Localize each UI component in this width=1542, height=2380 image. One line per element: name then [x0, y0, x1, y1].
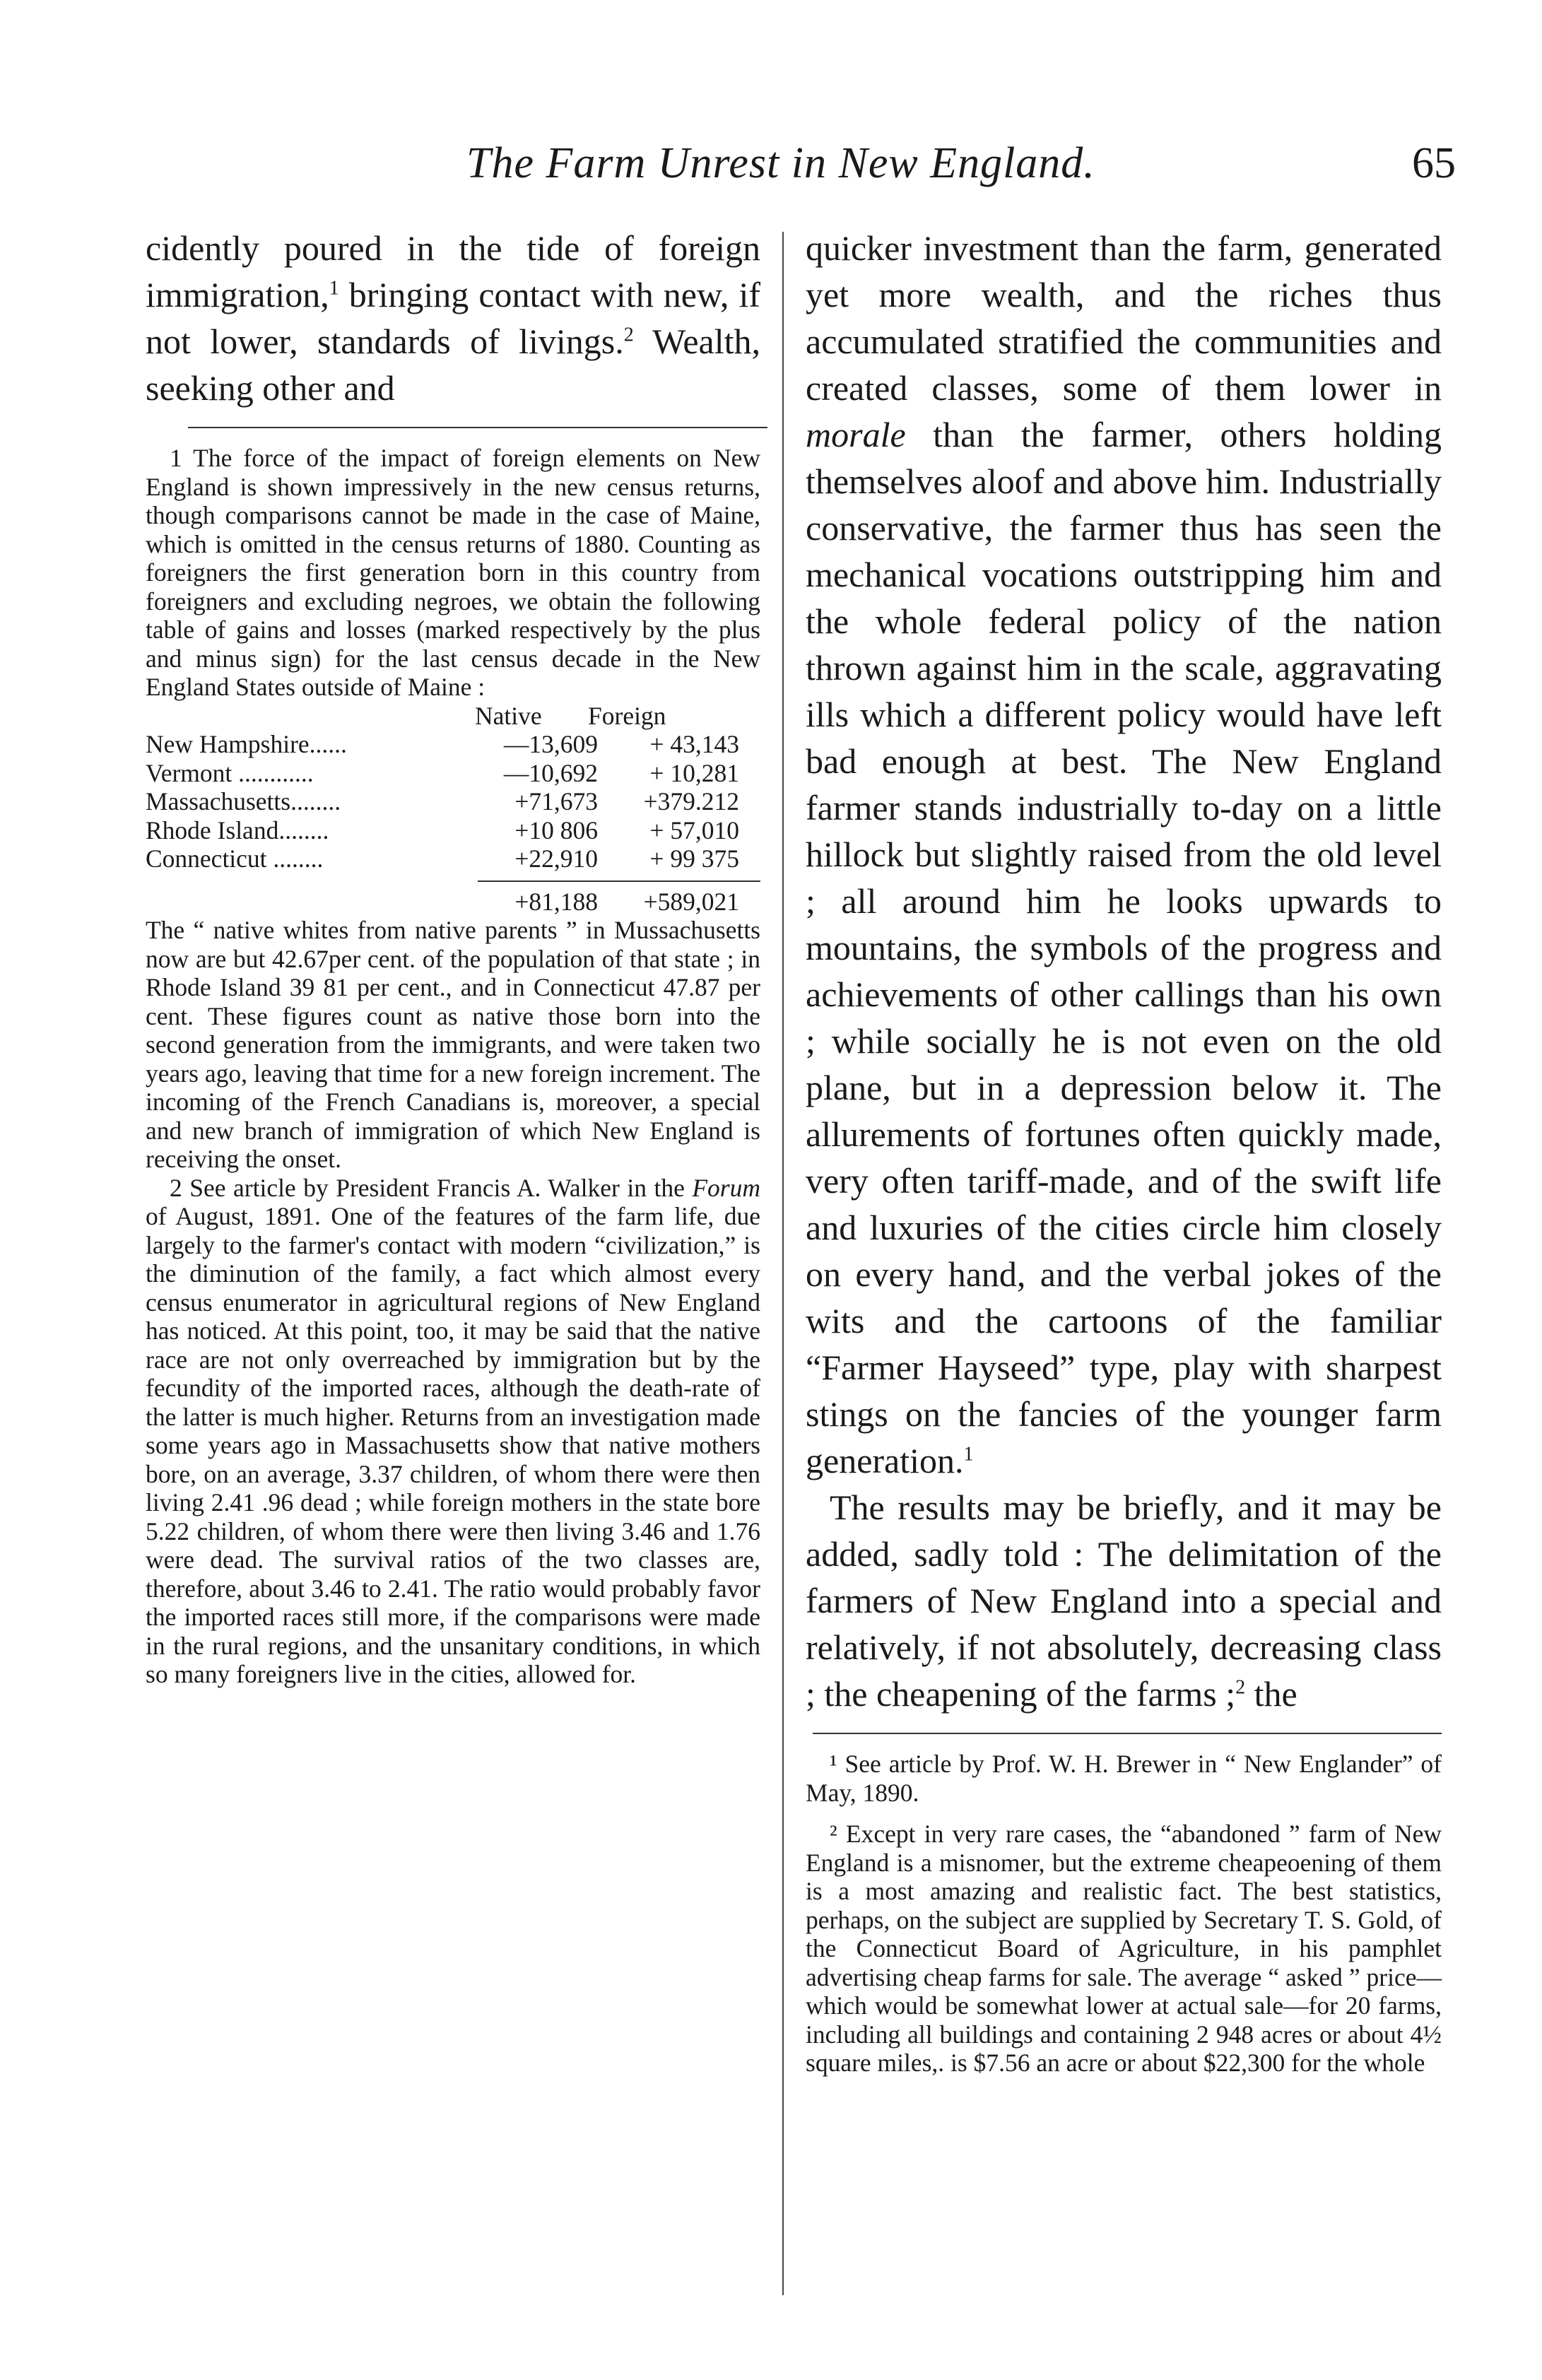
row-state: Massachusetts........: [146, 787, 341, 815]
body-text-segment: than the farmer, others holding themselves aloof and above him. Industrially conservative, the farmer thus has seen the mechanical vocations outstripping him and the whole federal policy of the nation thrown against him in the scale, aggravating ills which a different policy would have left bad enough at best. The New England farmer stands industrially to-day on a little hillock but slightly raised from the old level ; all around him he looks upwards to mountains, the symbols of the progress and achievements of other callings than his own ; while socially he is not even on the old plane, but in a depression below it. The allurements of fortunes often quickly made, very often tariff-made, and of the swift life and luxuries of the cities circle him closely on every hand, and the verbal jokes of the wits and the cartoons of the familiar “Farmer Hayseed” type, play with sharpest stings on the fancies of the younger farm generation.: [806, 415, 1442, 1480]
footnote-2-text: 2 See article by President Francis A. Walker in the: [170, 1173, 693, 1202]
total-foreign: +589,021: [643, 887, 739, 916]
row-native: +22,910: [514, 844, 598, 873]
total-spacer: [146, 888, 478, 917]
table-total-rule: [478, 880, 760, 882]
page-number: 65: [1412, 139, 1456, 187]
left-body-text: [146, 225, 760, 411]
footnote-ref: 2: [1235, 1676, 1246, 1699]
body-text-segment: the: [1245, 1674, 1297, 1714]
footnote-divider: [813, 1733, 1442, 1734]
census-table-header: [146, 702, 760, 731]
running-title: The Farm Unrest in New England.: [466, 139, 1095, 187]
table-row: [146, 844, 760, 873]
row-native: —13,609: [503, 730, 598, 758]
footnote-ref: 1: [963, 1443, 974, 1466]
body-text-segment: cidently poured in the tide of foreign immigration,: [146, 228, 760, 314]
table-row: [146, 816, 760, 845]
body-text-segment: The results may be briefly, and it may be added, sadly told : The delimitation of the farmers of New England into a special and relatively, if not absolutely, decreasing class ; the cheapening of the farms ;: [806, 1488, 1442, 1714]
table-total-row: [146, 888, 760, 917]
italic-term: morale: [806, 415, 906, 454]
row-foreign: + 43,143: [649, 730, 739, 758]
footnote-2: [146, 1174, 760, 1689]
right-body-text: [806, 225, 1442, 1717]
paragraph: [806, 225, 1442, 1484]
row-foreign: + 10,281: [649, 758, 739, 787]
footnote-divider: [188, 427, 767, 428]
row-native: +71,673: [514, 787, 598, 815]
table-row: [146, 759, 760, 788]
row-foreign: + 57,010: [649, 815, 739, 844]
footnote-2-text: of August, 1891. One of the features of the farm life, due largely to the farmer's contact with modern “civilization,” is the diminution of the family, a fact which almost every census enumerator in agricultural regions of New England has noticed. At this point, too, it may be said that the native race are not only overreached by immigration but by the fecundity of the imported races, although the death-rate of the latter is much higher. Returns from an investigation made some years ago in Massachusetts show that native mothers bore, on an average, 3.37 children, of whom there were then living 2.41 .96 dead ; while foreign mothers in the state bore 5.22 children, of whom there were then living 3.46 and 1.76 were dead. The survival ratios of the two classes are, therefore, about 3.46 to 2.41. The ratio would probably favor the imported races still more, if the comparisons were made in the rural regions, and the unsanitary conditions, in which so many foreigners live in the cities, allowed for.: [146, 1202, 760, 1688]
footnote-2: ² Except in very rare cases, the “abandoned ” farm of New England is a misnomer, but the extreme cheapeoening of them is a most amazing and realistic fact. The best statistics, perhaps, on the subject are supplied by Secretary T. S. Gold, of the Connecticut Board of Agriculture, in his pamphlet advertising cheap farms for sale. The average “ asked ” price—which would be somewhat lower at actual sale—for 20 farms, including all buildings and containing 2 948 acres or about 4½ square miles,. is $7.56 an acre or about $22,300 for the whole: [806, 1820, 1442, 2077]
row-state: Vermont ............: [146, 758, 314, 787]
row-state: New Hampshire......: [146, 730, 347, 758]
table-row: [146, 787, 760, 816]
left-column: [146, 225, 760, 1689]
row-native: —10,692: [503, 758, 598, 787]
row-state: Connecticut ........: [146, 844, 324, 873]
paragraph: [806, 1484, 1442, 1717]
footnote-1: ¹ See article by Prof. W. H. Brewer in “ New Englander” of May, 1890.: [806, 1750, 1442, 1807]
footnote-1-continuation: The “ native whites from native parents ” in Mussachusetts now are but 42.67per cent. of the population of that state ; in Rhode Island 39 81 per cent., and in Connecticut 47.87 per cent. These figures count as native those born into the second generation from the immigrants, and were taken two years ago, leaving that time for a new foreign increment. The incoming of the French Canadians is, moreover, a special and new branch of immigration of which New England is receiving the onset.: [146, 916, 760, 1173]
footnote-2-journal: Forum: [692, 1173, 760, 1202]
right-column: [806, 225, 1442, 2078]
column-divider: [782, 232, 784, 2295]
row-state: Rhode Island........: [146, 815, 329, 844]
footnote-ref: 1: [329, 277, 339, 300]
row-native: +10 806: [514, 815, 598, 844]
census-table: [146, 702, 760, 917]
body-text-segment: bringing contact with new, if not lower, standards of livings.: [146, 275, 760, 361]
body-text-segment: quicker investment than the farm, generated yet more wealth, and the riches thus accumulated stratified the communities and created classes, some of them lower in: [806, 228, 1442, 408]
row-foreign: +379.212: [643, 787, 739, 815]
row-foreign: + 99 375: [649, 844, 739, 873]
total-native: +81,188: [514, 887, 598, 916]
footnote-1-intro: 1 The force of the impact of foreign elements on New England is shown impressively in the new census returns, though comparisons cannot be made in the case of Maine, which is omitted in the census returns of 1880. Counting as foreigners the first generation born in this country from foreigners and excluding negroes, we obtain the following table of gains and losses (marked respectively by the plus and minus sign) for the last census decade in the New England States outside of Maine :: [146, 444, 760, 701]
body-text-segment: Wealth, seeking other and: [146, 322, 761, 408]
page-header: [141, 139, 1456, 195]
column-header-foreign: Foreign: [588, 701, 666, 730]
right-footnotes: [806, 1750, 1442, 2078]
table-row: [146, 730, 760, 759]
footnote-ref: 2: [623, 324, 634, 346]
left-footnotes: [146, 444, 760, 1689]
column-header-native: Native: [475, 701, 542, 730]
